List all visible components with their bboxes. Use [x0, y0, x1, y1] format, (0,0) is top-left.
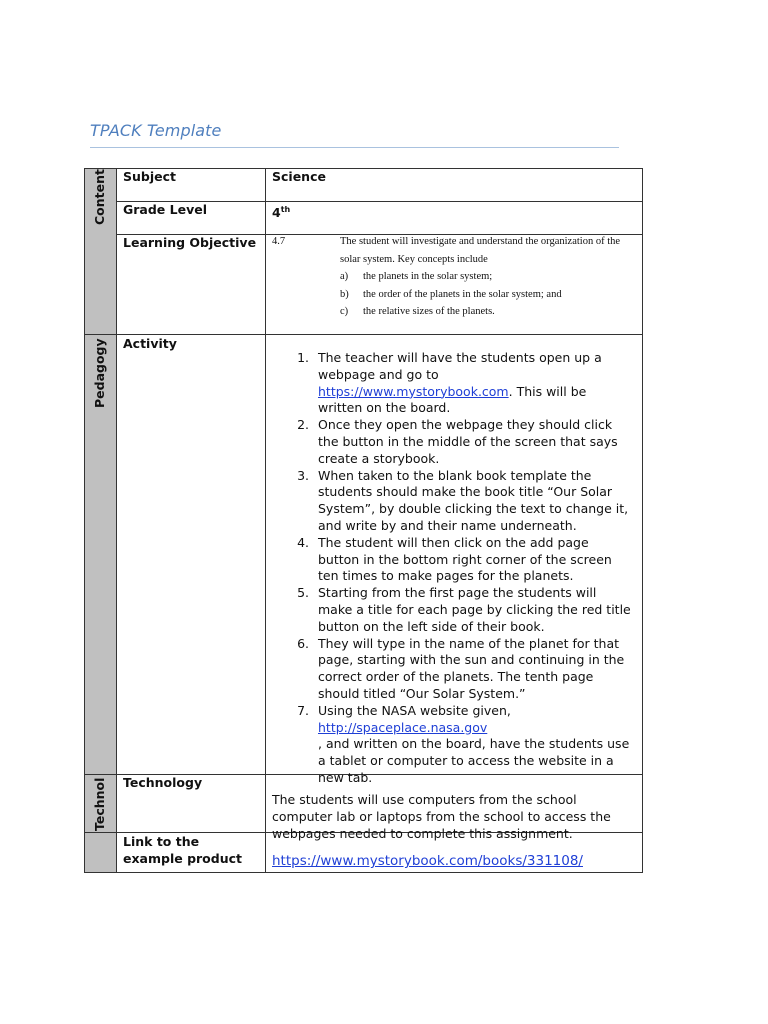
section-sidebar: [84, 168, 117, 873]
activity-step: 4. The student will then click on the add page button in the bottom right corner of the screen ten times to make pages for the planets.: [297, 534, 612, 584]
objective-item: c) the relative sizes of the planets.: [340, 306, 495, 317]
title-divider: [90, 147, 619, 148]
section-label-pedagogy: Pedagogy: [92, 338, 107, 408]
activity-label: Activity: [123, 336, 177, 351]
activity-step: 5. Starting from the first page the students will make a title for each page by clicking the red title button on the left side of their book.: [297, 585, 631, 634]
technology-value: The students will use computers from the school computer lab or laptops from the school to access the webpages needed to complete this assignment.: [272, 792, 611, 841]
table-border-left: [84, 168, 85, 873]
learning-objective-label: Learning Objective: [123, 235, 257, 250]
activity-step: 7. Using the NASA website given, http://spaceplace.nasa.gov , and written on the board, have the students use a tablet or computer to access the website in a new tab.: [297, 702, 630, 785]
mystorybook-link[interactable]: https://www.mystorybook.com: [318, 383, 509, 399]
objective-item: b) the order of the planets in the solar system; and: [340, 288, 562, 300]
activity-steps: [291, 350, 631, 787]
grade-level-value: 4th: [272, 205, 291, 221]
activity-step: 1. The teacher will have the students open up a webpage and go to https://www.mystorybook.com. This will be written on the board.: [297, 350, 602, 416]
section-label-content: Content: [92, 169, 107, 225]
technology-label: Technology: [123, 775, 203, 790]
objective-item: a) the planets in the solar system;: [340, 271, 493, 282]
activity-step: 3. When taken to the blank book template the students should make the book title “Our Solar System”, by double clicking the text to change it, and write by and their name underneath.: [297, 467, 629, 533]
subject-label: Subject: [123, 169, 176, 184]
nasa-link[interactable]: http://spaceplace.nasa.gov: [318, 719, 488, 735]
objective-intro: The student will investigate and understand the organization of the solar system. Key concepts include: [340, 236, 621, 265]
table-border-bottom: [84, 872, 643, 873]
column-divider: [116, 168, 117, 873]
activity-cell: [266, 335, 642, 785]
activity-step: 6. They will type in the name of the planet for that page, starting with the sun and continuing in the correct order of the planets. The tenth page should titled “Our Solar System.”: [297, 635, 625, 701]
page-title: TPACK Template: [90, 121, 222, 140]
activity-step: 2. Once they open the webpage they should click the button in the middle of the screen that says create a storybook.: [297, 417, 618, 466]
subject-value: Science: [272, 169, 326, 184]
tpack-table: [84, 168, 643, 873]
grade-level-label: Grade Level: [123, 202, 207, 217]
table-border-right: [642, 168, 643, 873]
technology-cell: [266, 775, 642, 841]
product-link[interactable]: https://www.mystorybook.com/books/331108/: [272, 853, 583, 869]
product-link-label: Link to the example product: [123, 834, 242, 866]
objective-text: [340, 233, 625, 321]
section-label-technology: Technol: [92, 777, 107, 831]
objective-code: 4.7: [272, 236, 286, 247]
